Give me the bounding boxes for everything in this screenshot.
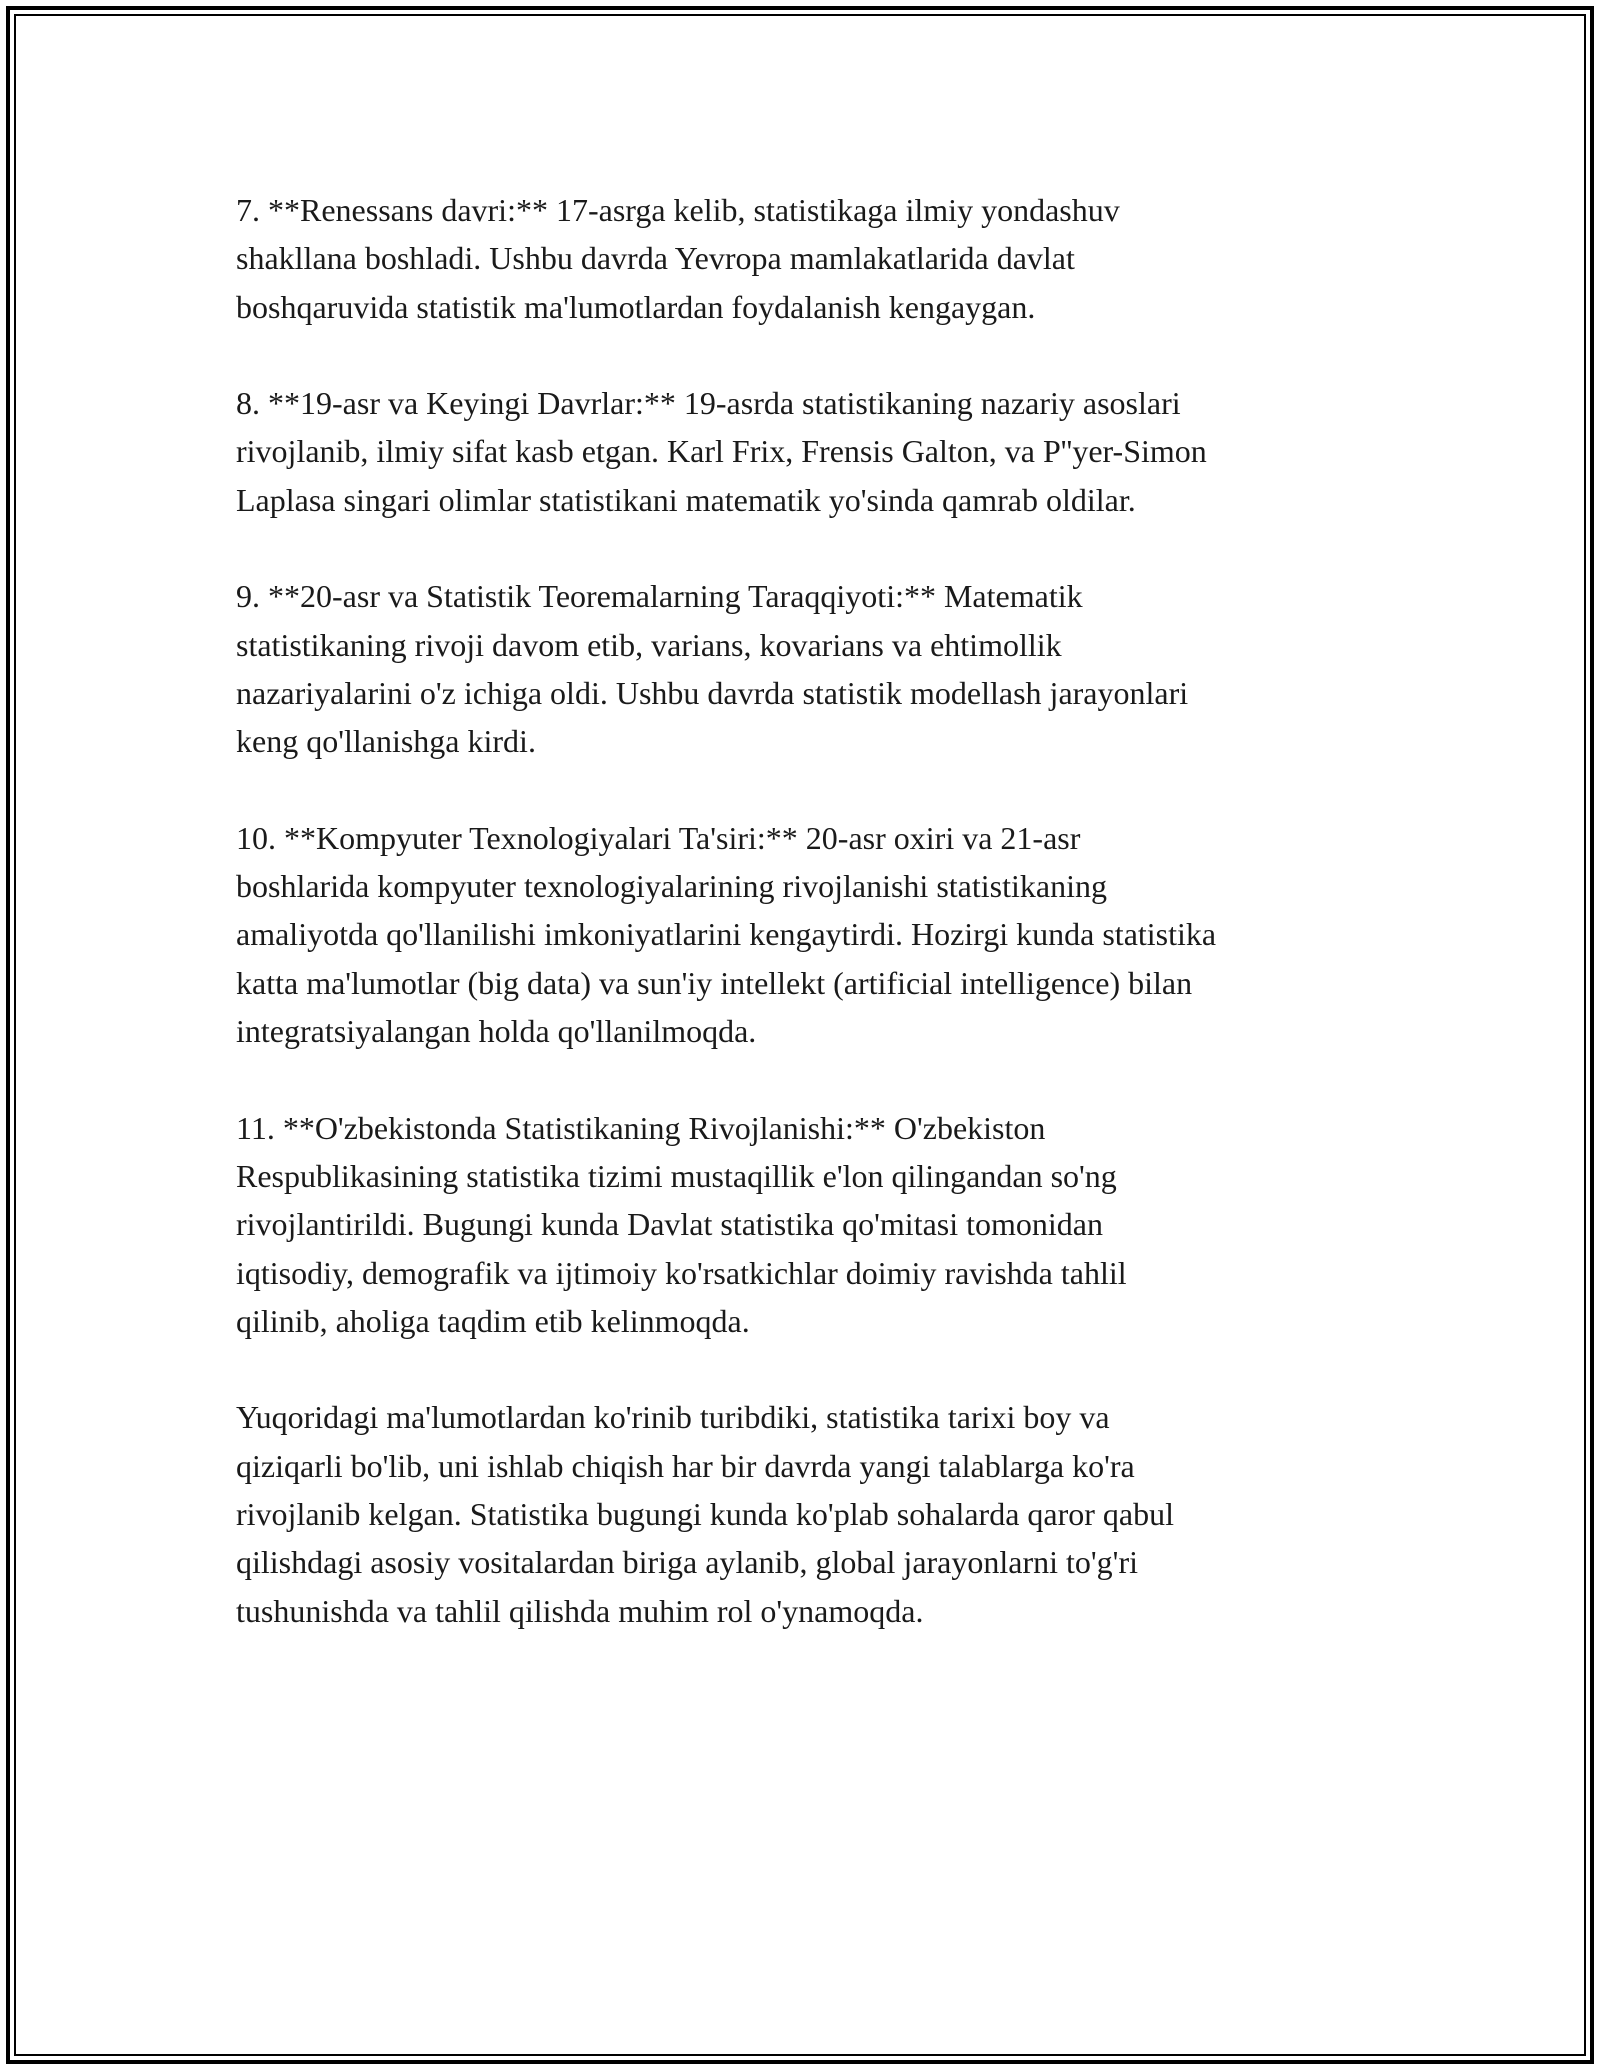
- paragraph-uzbekistan: [236, 1104, 1386, 1345]
- text-line: 11. **O'zbekistonda Statistikaning Rivojlanishi:** O'zbekiston: [236, 1109, 1046, 1146]
- paragraph-20th-century: [236, 572, 1386, 765]
- text-line: 10. **Kompyuter Texnologiyalari Ta'siri:** 20-asr oxiri va 21-asr: [236, 819, 1081, 856]
- text-line: keng qo'llanishga kirdi.: [236, 723, 536, 760]
- text-line: 8. **19-asr va Keyingi Davrlar:** 19-asrda statistikaning nazariy asoslari: [236, 385, 1181, 422]
- text-line: nazariyalarini o'z ichiga oldi. Ushbu davrda statistik modellash jarayonlari: [236, 674, 1189, 711]
- text-line: amaliyotda qo'llanilishi imkoniyatlarini kengaytirdi. Hozirgi kunda statistika: [236, 916, 1217, 953]
- text-line: qilishdagi asosiy vositalardan biriga aylanib, global jarayonlarni to'g'ri: [236, 1544, 1138, 1581]
- paragraph-conclusion: [236, 1393, 1386, 1634]
- text-line: katta ma'lumotlar (big data) va sun'iy intellekt (artificial intelligence) bilan: [236, 964, 1193, 1001]
- paragraph-computer-technologies: [236, 814, 1386, 1055]
- text-line: boshqaruvida statistik ma'lumotlardan foydalanish kengaygan.: [236, 288, 1036, 325]
- text-line: statistikaning rivoji davom etib, varians, kovarians va ehtimollik: [236, 626, 1062, 663]
- text-line: Respublikasining statistika tizimi mustaqillik e'lon qilingandan so'ng: [236, 1157, 1117, 1194]
- text-line: Yuqoridagi ma'lumotlardan ko'rinib turibdiki, statistika tarixi boy va: [236, 1399, 1110, 1436]
- text-line: qiziqarli bo'lib, uni ishlab chiqish har bir davrda yangi talablarga ko'ra: [236, 1447, 1135, 1484]
- text-line: iqtisodiy, demografik va ijtimoiy ko'rsatkichlar doimiy ravishda tahlil: [236, 1254, 1127, 1291]
- text-line: shakllana boshladi. Ushbu davrda Yevropa mamlakatlarida davlat: [236, 240, 1075, 277]
- text-line: 7. **Renessans davri:** 17-asrga kelib, statistikaga ilmiy yondashuv: [236, 192, 1120, 228]
- paragraph-renaissance: [236, 186, 1386, 331]
- text-line: rivojlantirildi. Bugungi kunda Davlat statistika qo'mitasi tomonidan: [236, 1206, 1103, 1243]
- text-line: tushunishda va tahlil qilishda muhim rol o'ynamoqda.: [236, 1592, 924, 1629]
- paragraph-19th-century: [236, 379, 1386, 524]
- text-line: qilinib, aholiga taqdim etib kelinmoqda.: [236, 1302, 750, 1339]
- text-line: rivojlanib kelgan. Statistika bugungi kunda ko'plab sohalarda qaror qabul: [236, 1496, 1174, 1533]
- text-line: integratsiyalangan holda qo'llanilmoqda.: [236, 1013, 757, 1050]
- document-body: [236, 186, 1386, 1683]
- text-line: rivojlanib, ilmiy sifat kasb etgan. Karl Frix, Frensis Galton, va P''yer-Simon: [236, 433, 1207, 470]
- text-line: Laplasa singari olimlar statistikani matematik yo'sinda qamrab oldilar.: [236, 481, 1136, 518]
- text-line: boshlarida kompyuter texnologiyalarining rivojlanishi statistikaning: [236, 868, 1107, 905]
- text-line: 9. **20-asr va Statistik Teoremalarning Taraqqiyoti:** Matematik: [236, 578, 1083, 615]
